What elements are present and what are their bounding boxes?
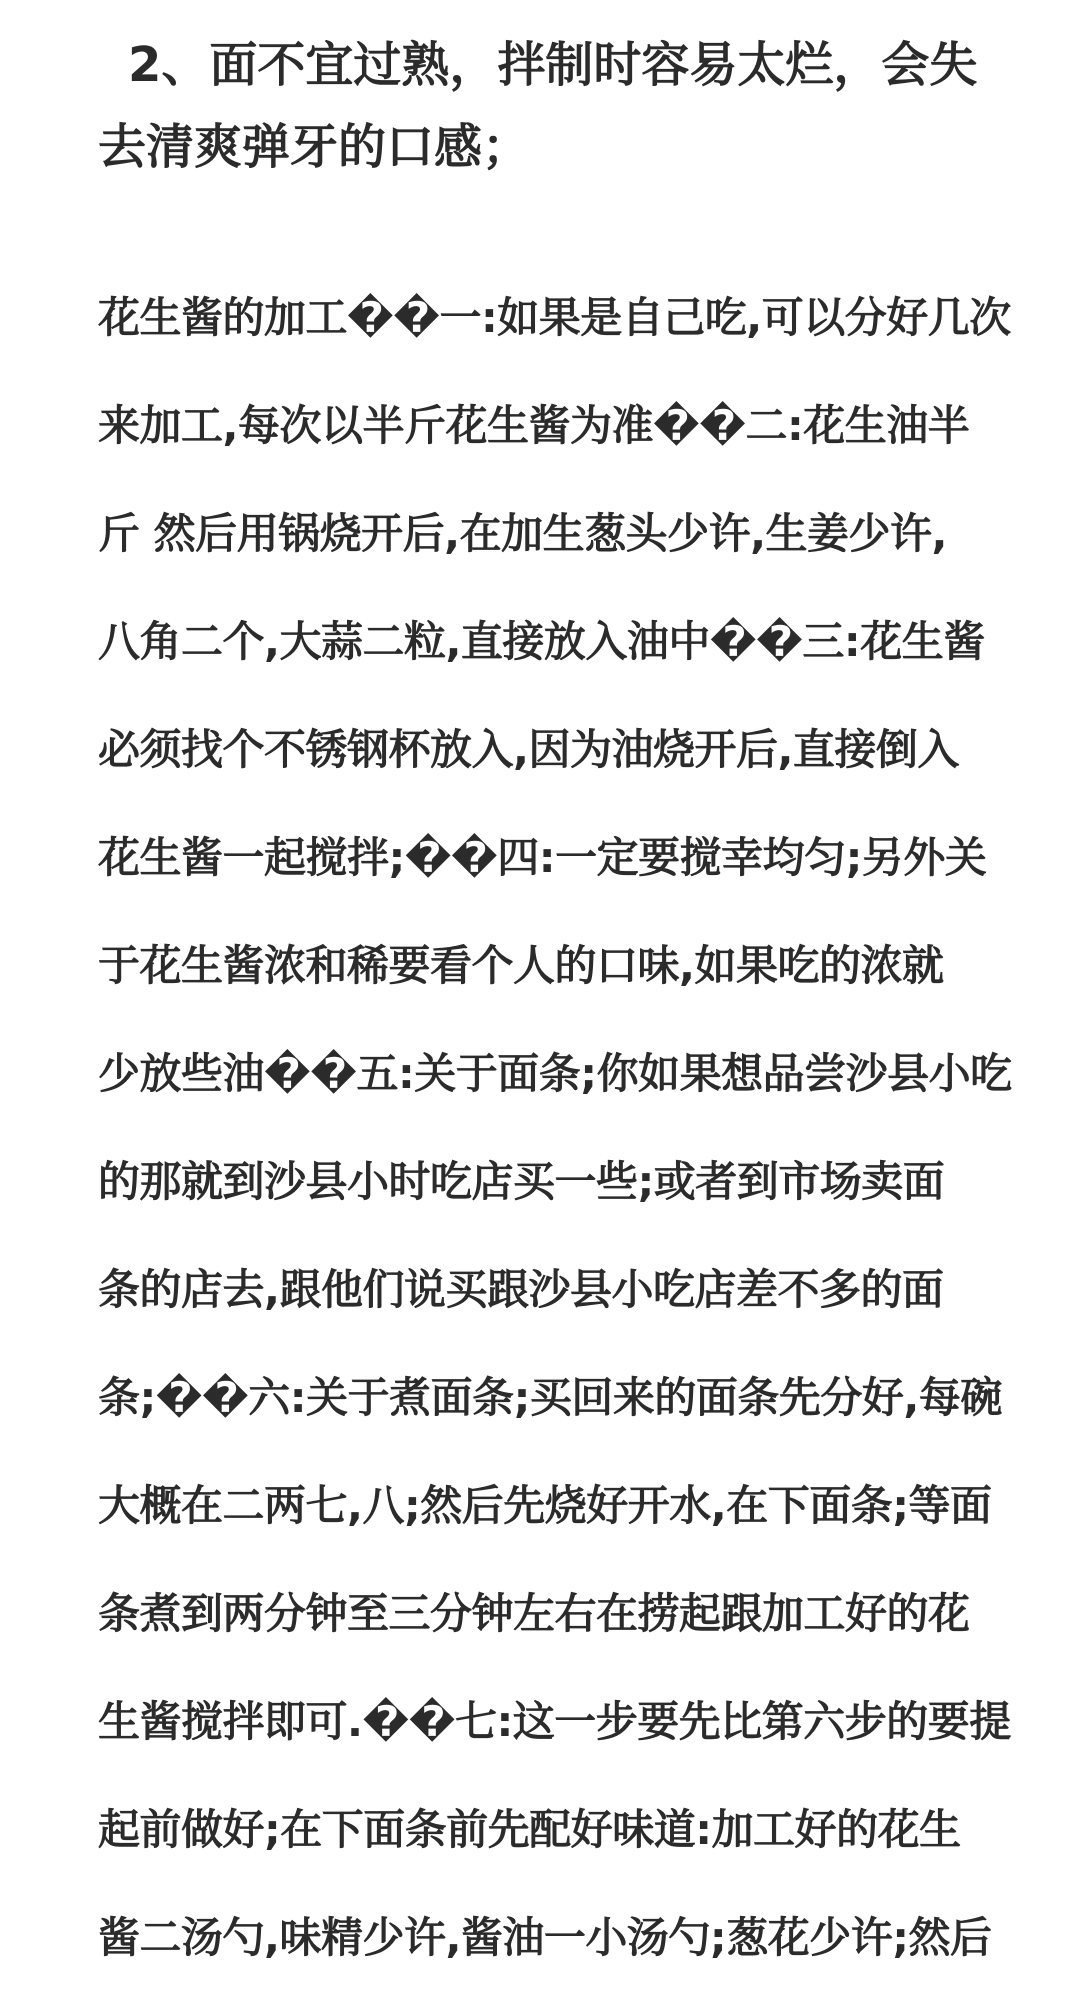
body-line: 的那就到沙县小时吃店买一些;或者到市场卖面 [98, 1157, 945, 1206]
body-line: 条;��六:关于煮面条;买回来的面条先分好,每碗 [98, 1373, 1002, 1422]
body-line: 花生酱一起搅拌;��四:一定要搅幸均匀;另外关 [98, 833, 987, 882]
body-line: 斤 然后用锅烧开后,在加生葱头少许,生姜少许, [98, 509, 947, 558]
body-line: 条的店去,跟他们说买跟沙县小吃店差不多的面 [98, 1265, 944, 1314]
body-line: 少放些油��五:关于面条;你如果想品尝沙县小吃 [98, 1049, 1012, 1098]
body-line: 条煮到两分钟至三分钟左右在捞起跟加工好的花 [98, 1589, 970, 1638]
body-line: 来加工,每次以半斤花生酱为准��二:花生油半 [98, 401, 970, 450]
body-line: 花生酱的加工��一:如果是自己吃,可以分好几次 [98, 293, 1011, 342]
tip-paragraph: 2、面不宜过熟，拌制时容易太烂，会失去清爽弹牙的口感； [98, 37, 978, 175]
body-line: 八角二个,大蒜二粒,直接放入油中��三:花生酱 [98, 617, 985, 666]
body-line: 必须找个不锈钢杯放入,因为油烧开后,直接倒入 [98, 725, 959, 774]
article-body [98, 264, 1012, 1992]
body-line: 生酱搅拌即可.��七:这一步要先比第六步的要提 [98, 1697, 1011, 1746]
article-content [98, 0, 1012, 1992]
body-line: 于花生酱浓和稀要看个人的口味,如果吃的浓就 [98, 941, 944, 990]
body-line: 大概在二两七,八;然后先烧好开水,在下面条;等面 [98, 1481, 992, 1530]
body-line: 酱二汤勺,味精少许,酱油一小汤勺;葱花少许;然后 [98, 1913, 992, 1962]
body-line: 起前做好;在下面条前先配好味道:加工好的花生 [98, 1805, 961, 1854]
